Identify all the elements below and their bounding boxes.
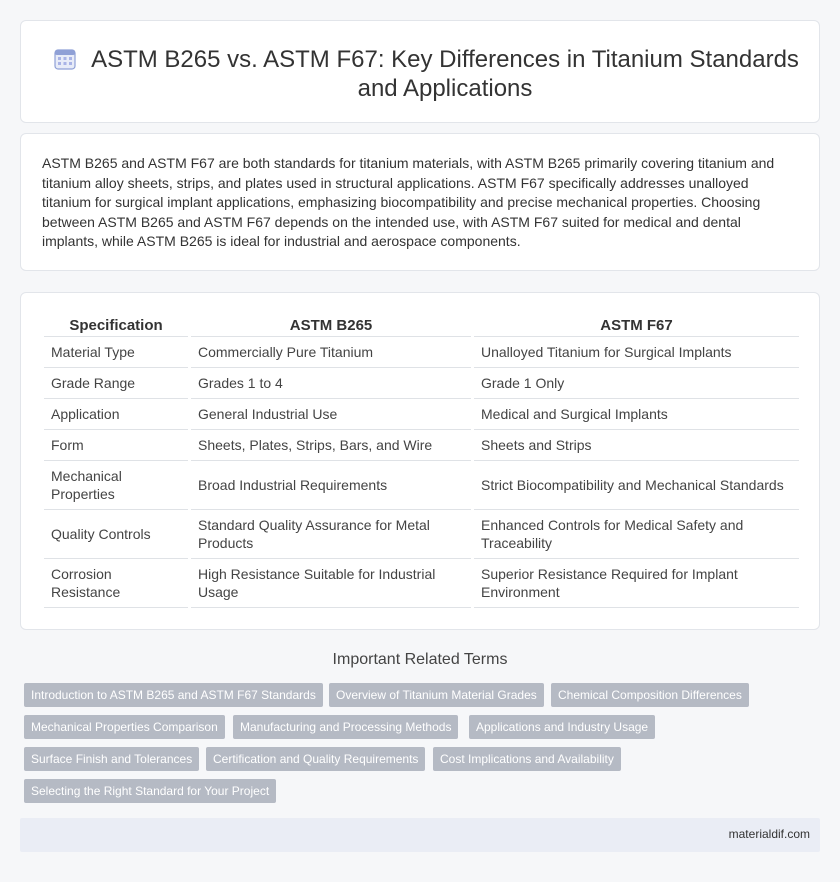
table-row (44, 337, 799, 368)
related-term-link[interactable]: Mechanical Properties Comparison (24, 715, 225, 739)
table-cell: Application (44, 399, 188, 430)
related-term-link[interactable]: Certification and Quality Requirements (206, 747, 425, 771)
table-cell: Broad Industrial Requirements (191, 461, 471, 510)
table-row (44, 399, 799, 430)
page-title: ASTM B265 vs. ASTM F67: Key Differences in Titanium Standards and Applications (91, 46, 799, 102)
related-term-link[interactable]: Surface Finish and Tolerances (24, 747, 199, 771)
table-cell: Medical and Surgical Implants (474, 399, 799, 430)
table-cell: Sheets, Plates, Strips, Bars, and Wire (191, 430, 471, 461)
table-cell: Sheets and Strips (474, 430, 799, 461)
table-cell: Grade Range (44, 368, 188, 399)
header-astm-b265: ASTM B265 (191, 311, 471, 337)
table-header-row (44, 311, 799, 337)
comparison-table-card (20, 292, 820, 630)
footer (20, 818, 820, 852)
table-cell: Standard Quality Assurance for Metal Products (191, 510, 471, 559)
table-cell: Superior Resistance Required for Implant Environment (474, 559, 799, 608)
table-cell: General Industrial Use (191, 399, 471, 430)
intro-paragraph: ASTM B265 and ASTM F67 are both standards for titanium materials, with ASTM B265 primarily covering titanium and titanium alloy sheets, strips, and plates used in structural applications. ASTM F67 specifically addresses unalloyed titanium for surgical implant applications, emphasizing biocompatibility and precise mechanical properties. Choosing between ASTM B265 and ASTM F67 depends on the intended use, with ASTM F67 suited for medical and dental implants, while ASTM B265 is ideal for industrial and aerospace components. (42, 155, 775, 249)
table-row (44, 510, 799, 559)
table-row (44, 368, 799, 399)
table-cell: Strict Biocompatibility and Mechanical Standards (474, 461, 799, 510)
table-cell: Quality Controls (44, 510, 188, 559)
related-terms-heading: Important Related Terms (332, 651, 508, 668)
table-cell: Grade 1 Only (474, 368, 799, 399)
related-term-link[interactable]: Applications and Industry Usage (469, 715, 655, 739)
table-cell: Corrosion Resistance (44, 559, 188, 608)
table-cell: Unalloyed Titanium for Surgical Implants (474, 337, 799, 368)
table-cell: Grades 1 to 4 (191, 368, 471, 399)
table-cell: Material Type (44, 337, 188, 368)
related-term-link[interactable]: Cost Implications and Availability (433, 747, 621, 771)
table-cell: High Resistance Suitable for Industrial Usage (191, 559, 471, 608)
related-term-link[interactable]: Introduction to ASTM B265 and ASTM F67 Standards (24, 683, 323, 707)
related-term-link[interactable]: Manufacturing and Processing Methods (233, 715, 458, 739)
site-name[interactable]: materialdif.com (728, 827, 810, 841)
title-card (20, 20, 820, 123)
intro-card (20, 133, 820, 271)
header-astm-f67: ASTM F67 (474, 311, 799, 337)
table-cell: Form (44, 430, 188, 461)
calendar-grid-icon (53, 47, 77, 71)
table-row (44, 559, 799, 608)
related-term-link[interactable]: Selecting the Right Standard for Your Project (24, 779, 276, 803)
comparison-table (41, 311, 802, 608)
table-cell: Mechanical Properties (44, 461, 188, 510)
table-row (44, 430, 799, 461)
table-row (44, 461, 799, 510)
header-specification: Specification (44, 311, 188, 337)
related-term-link[interactable]: Overview of Titanium Material Grades (329, 683, 544, 707)
related-term-link[interactable]: Chemical Composition Differences (551, 683, 749, 707)
table-cell: Enhanced Controls for Medical Safety and Traceability (474, 510, 799, 559)
table-cell: Commercially Pure Titanium (191, 337, 471, 368)
